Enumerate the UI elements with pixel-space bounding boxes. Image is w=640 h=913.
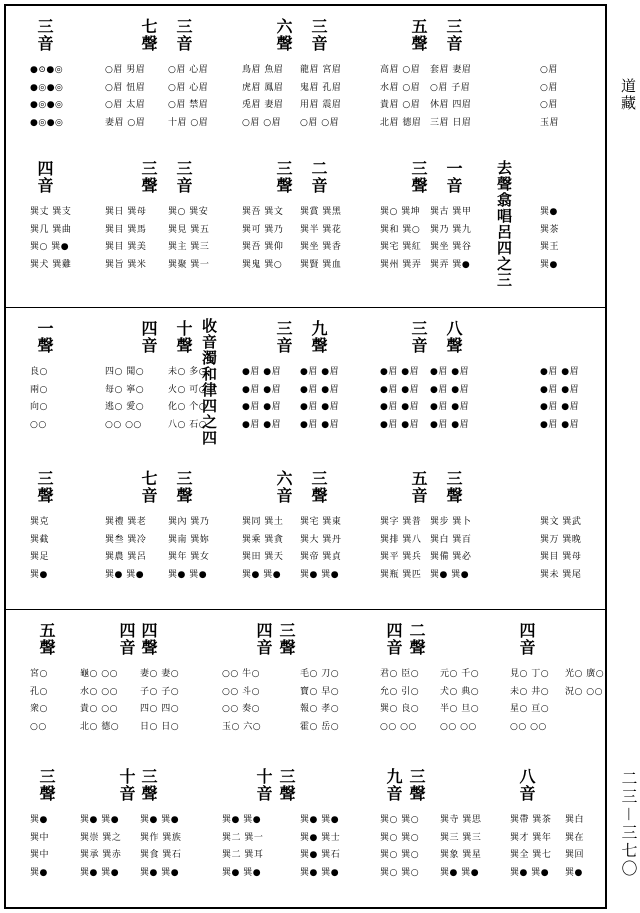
character-column: ○眉 ○眉 ○眉 玉眉 bbox=[540, 65, 560, 128]
character-column: ●眉 ●眉 ●眉 ●眉 ●眉 ●眉 ●眉 ●眉 bbox=[430, 367, 470, 430]
character-column: 巽古 巽甲 巽乃 巽九 巽坐 巽谷 巽弄 巽● bbox=[430, 207, 472, 270]
character-column: 巽○ 巽坤 巽和 巽○ 巽宅 巽紅 巽州 巽弄 bbox=[380, 207, 422, 270]
character-column: 四○ 聞○ 每○ 寧○ 逃○ 愛○ ○○ ○○ bbox=[105, 367, 145, 430]
section-divider-1 bbox=[4, 307, 607, 308]
character-column: 巽吾 巽文 巽可 巽乃 巽吾 巽仰 巽鬼 巽○ bbox=[242, 207, 284, 270]
column-heading: 六音 bbox=[274, 470, 293, 504]
column-heading: 四音 bbox=[139, 320, 158, 354]
column-heading: 五聲 bbox=[37, 622, 56, 656]
section-title: 收音濁和律四之四 bbox=[200, 318, 218, 446]
character-column: ○眉 男眉 ○眉 忸眉 ○眉 太眉 妻眉 ○眉 bbox=[105, 65, 146, 128]
character-column: 龜○ ○○ 水○ ○○ 貴○ ○○ 北○ 德○ bbox=[80, 669, 120, 732]
column-heading: 四音 bbox=[117, 622, 136, 656]
character-column: ●眉 ●眉 ●眉 ●眉 ●眉 ●眉 ●眉 ●眉 bbox=[380, 367, 420, 430]
column-heading: 三聲 bbox=[277, 622, 296, 656]
character-column: 套眉 妻眉 ○眉 子眉 休眉 四眉 三眉 日眉 bbox=[430, 65, 472, 128]
column-heading: 三聲 bbox=[37, 768, 56, 802]
column-heading: 三聲 bbox=[409, 160, 428, 194]
character-column: 巽賞 巽黑 巽半 巽花 巽坐 巽香 巽賢 巽血 bbox=[300, 207, 342, 270]
column-heading: 三音 bbox=[174, 18, 193, 52]
character-column: 巽● 巽茶 巽王 巽● bbox=[540, 207, 560, 270]
column-heading: 三聲 bbox=[139, 768, 158, 802]
character-column: 光○ 廣○ 況○ ○○ bbox=[565, 669, 605, 697]
column-heading: 三聲 bbox=[277, 768, 296, 802]
column-heading: 三音 bbox=[309, 18, 328, 52]
column-heading: 八音 bbox=[517, 768, 536, 802]
column-heading: 五聲 bbox=[409, 18, 428, 52]
column-heading: 三聲 bbox=[174, 470, 193, 504]
character-column: 巽字 巽普 巽排 巽八 巽平 巽兵 巽瓶 巽匹 bbox=[380, 517, 422, 580]
character-column: 巽克 巽截 巽足 巽● bbox=[30, 517, 50, 580]
character-column: 宮○ 孔○ 衆○ ○○ bbox=[30, 669, 48, 732]
column-heading: 六聲 bbox=[274, 18, 293, 52]
character-column: 鳥眉 魚眉 虎眉 鳳眉 兎眉 妻眉 ○眉 ○眉 bbox=[242, 65, 284, 128]
character-column: 巽文 巽武 巽万 巽晚 巽目 巽母 巽未 巽尾 bbox=[540, 517, 582, 580]
character-column: ●⊙●◎ ●◎●◎ ●◎●◎ ●◎●◎ bbox=[30, 65, 64, 128]
page-number: 二三－三七〇 bbox=[619, 770, 638, 879]
column-heading: 一音 bbox=[444, 160, 463, 194]
character-column: 巽○ 巽○ 巽○ 巽○ 巽○ 巽○ 巽○ 巽○ bbox=[380, 815, 420, 878]
column-heading: 九聲 bbox=[309, 320, 328, 354]
column-heading: 四聲 bbox=[139, 622, 158, 656]
character-column: 巽日 巽母 巽目 巽馬 巽目 巽美 巽旨 巽米 bbox=[105, 207, 147, 270]
character-column: 巽● 巽● 巽崇 巽之 巽承 巽赤 巽● 巽● bbox=[80, 815, 122, 878]
character-column: 巽禮 巽老 巽叁 巽冷 巽農 巽呂 巽● 巽● bbox=[105, 517, 147, 580]
character-column: 巽宅 巽東 巽大 巽丹 巽帝 巽貞 巽● 巽● bbox=[300, 517, 342, 580]
character-column: 巽同 巽土 巽乘 巽貪 巽田 巽天 巽● 巽● bbox=[242, 517, 284, 580]
column-heading: 七聲 bbox=[139, 18, 158, 52]
column-heading: 三音 bbox=[444, 18, 463, 52]
column-heading: 四音 bbox=[35, 160, 54, 194]
character-column: 未○ 多○ 火○ 可○ 化○ 个○ 八○ 石○ bbox=[168, 367, 208, 430]
column-heading: 四音 bbox=[254, 622, 273, 656]
column-heading: 八聲 bbox=[444, 320, 463, 354]
character-column: 巽● 巽● 巽二 巽一 巽二 巽耳 巽● 巽● bbox=[222, 815, 264, 878]
column-heading: 二音 bbox=[309, 160, 328, 194]
character-column: 妻○ 妻○ 子○ 子○ 四○ 四○ 日○ 日○ bbox=[140, 669, 180, 732]
character-column: 巽白 巽在 巽回 巽● bbox=[565, 815, 585, 878]
column-heading: 四音 bbox=[384, 622, 403, 656]
character-column: 毛○ 刀○ 寶○ 早○ 報○ 孝○ 霍○ 岳○ bbox=[300, 669, 340, 732]
column-heading: 十聲 bbox=[174, 320, 193, 354]
character-column: 見○ 丁○ 未○ 井○ 星○ 亘○ ○○ ○○ bbox=[510, 669, 550, 732]
column-heading: 三聲 bbox=[309, 470, 328, 504]
column-heading: 三聲 bbox=[274, 160, 293, 194]
column-heading: 三聲 bbox=[407, 768, 426, 802]
book-title: 道藏 bbox=[619, 78, 637, 112]
character-column: ●眉 ●眉 ●眉 ●眉 ●眉 ●眉 ●眉 ●眉 bbox=[300, 367, 340, 430]
column-heading: 三音 bbox=[409, 320, 428, 354]
character-column: 巽丈 巽支 巽几 巽曲 巽○ 巽● 巽犬 巽雞 bbox=[30, 207, 72, 270]
column-heading: 五音 bbox=[409, 470, 428, 504]
column-heading: 三聲 bbox=[444, 470, 463, 504]
character-column: ●眉 ●眉 ●眉 ●眉 ●眉 ●眉 ●眉 ●眉 bbox=[540, 367, 580, 430]
column-heading: 十音 bbox=[117, 768, 136, 802]
character-column: 巽● 巽● 巽作 巽族 巽食 巽石 巽● 巽● bbox=[140, 815, 182, 878]
column-heading: 七音 bbox=[139, 470, 158, 504]
column-heading: 一聲 bbox=[35, 320, 54, 354]
column-heading: 三音 bbox=[274, 320, 293, 354]
column-heading: 十音 bbox=[254, 768, 273, 802]
character-column: 巽帶 巽茶 巽才 巽年 巽全 巽七 巽● 巽● bbox=[510, 815, 552, 878]
column-heading: 三音 bbox=[174, 160, 193, 194]
character-column: 君○ 臣○ 允○ 引○ 巽○ 良○ ○○ ○○ bbox=[380, 669, 420, 732]
character-column: 巽內 巽乃 巽南 巽妳 巽年 巽女 巽● 巽● bbox=[168, 517, 210, 580]
character-column: ○○ 牛○ ○○ 斗○ ○○ 奏○ 玉○ 六○ bbox=[222, 669, 262, 732]
column-heading: 二聲 bbox=[407, 622, 426, 656]
column-heading: 九音 bbox=[384, 768, 403, 802]
character-column: ●眉 ●眉 ●眉 ●眉 ●眉 ●眉 ●眉 ●眉 bbox=[242, 367, 282, 430]
section-divider-2 bbox=[4, 609, 607, 610]
character-column: 巽寺 巽思 巽三 巽三 巽象 巽星 巽● 巽● bbox=[440, 815, 482, 878]
character-column: 巽步 巽卜 巽白 巽百 巽備 巽必 巽● 巽● bbox=[430, 517, 472, 580]
section-title: 去聲翕唱呂四之三 bbox=[495, 160, 513, 288]
character-column: ○眉 心眉 ○眉 心眉 ○眉 禁眉 十眉 ○眉 bbox=[168, 65, 209, 128]
character-column: 良○ 兩○ 向○ ○○ bbox=[30, 367, 48, 430]
column-heading: 三聲 bbox=[139, 160, 158, 194]
character-column: 元○ 千○ 犬○ 典○ 半○ 旦○ ○○ ○○ bbox=[440, 669, 480, 732]
character-column: 高眉 ○眉 水眉 ○眉 貴眉 ○眉 北眉 德眉 bbox=[380, 65, 422, 128]
column-heading: 三聲 bbox=[35, 470, 54, 504]
character-column: 巽○ 巽安 巽見 巽五 巽主 巽三 巽聚 巽一 bbox=[168, 207, 210, 270]
character-column: 巽● 巽中 巽中 巽● bbox=[30, 815, 50, 878]
character-column: 龍眉 宮眉 鬼眉 孔眉 用眉 震眉 ○眉 ○眉 bbox=[300, 65, 342, 128]
character-column: 巽● 巽● 巽● 巽士 巽● 巽石 巽● 巽● bbox=[300, 815, 341, 878]
column-heading: 三音 bbox=[35, 18, 54, 52]
column-heading: 四音 bbox=[517, 622, 536, 656]
